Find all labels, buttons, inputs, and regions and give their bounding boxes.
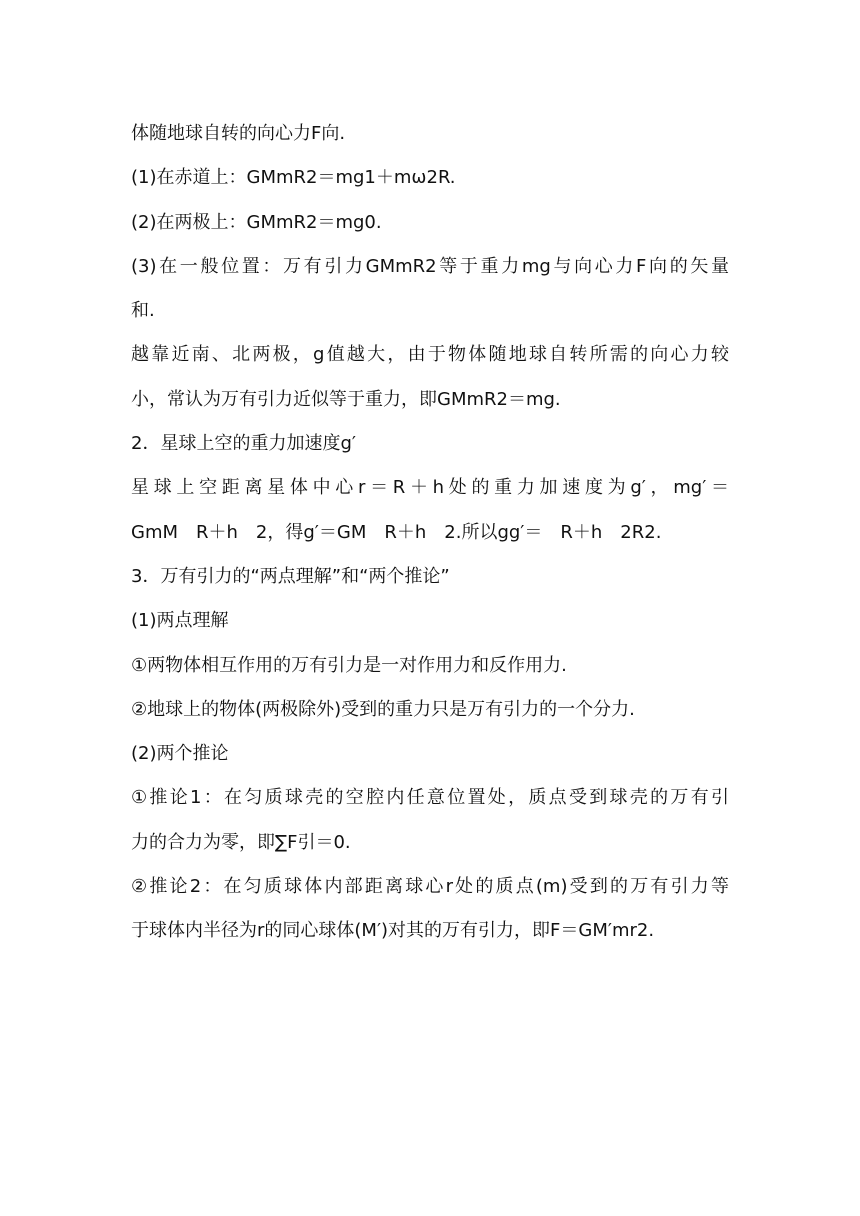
subsection-heading: (2)两个推论 [131, 743, 229, 765]
text-line: 于球体内半径为r的同心球体(M′)对其的万有引力，即F＝GM′mr2. [131, 920, 655, 942]
section-heading: 3．万有引力的“两点理解”和“两个推论” [131, 565, 450, 587]
text-line: (2)在两极上：GMmR2＝mg0. [131, 211, 382, 233]
text-line: ①两物体相互作用的万有引力是一对作用力和反作用力. [131, 654, 567, 676]
text-line: ②地球上的物体(两极除外)受到的重力只是万有引力的一个分力. [131, 698, 635, 720]
text-line: 体随地球自转的向心力F向. [131, 123, 346, 144]
text-line: 越靠近南、北两极，g值越大，由于物体随地球自转所需的向心力较 [131, 344, 729, 366]
text-line: 力的合力为零，即∑F引＝0. [131, 831, 351, 853]
text-line: (3)在一般位置：万有引力GMmR2等于重力mg与向心力F向的矢量 [131, 255, 729, 277]
text-line: ①推论1：在匀质球壳的空腔内任意位置处，质点受到球壳的万有引 [131, 787, 729, 809]
subsection-heading: (1)两点理解 [131, 610, 229, 632]
text-line: 和. [131, 300, 155, 322]
text-line: 星球上空距离星体中心r＝R＋h处的重力加速度为g′，mg′＝ [131, 477, 729, 499]
section-heading: 2．星球上空的重力加速度g′ [131, 433, 356, 455]
text-line: GmM R＋h 2，得g′＝GM R＋h 2.所以gg′＝ R＋h 2R2. [131, 521, 662, 543]
document-body [131, 112, 731, 954]
text-line: ②推论2：在匀质球体内部距离球心r处的质点(m)受到的万有引力等 [131, 876, 729, 898]
text-line: (1)在赤道上：GMmR2＝mg1＋mω2R. [131, 167, 456, 189]
text-line: 小，常认为万有引力近似等于重力，即GMmR2＝mg. [131, 388, 561, 410]
